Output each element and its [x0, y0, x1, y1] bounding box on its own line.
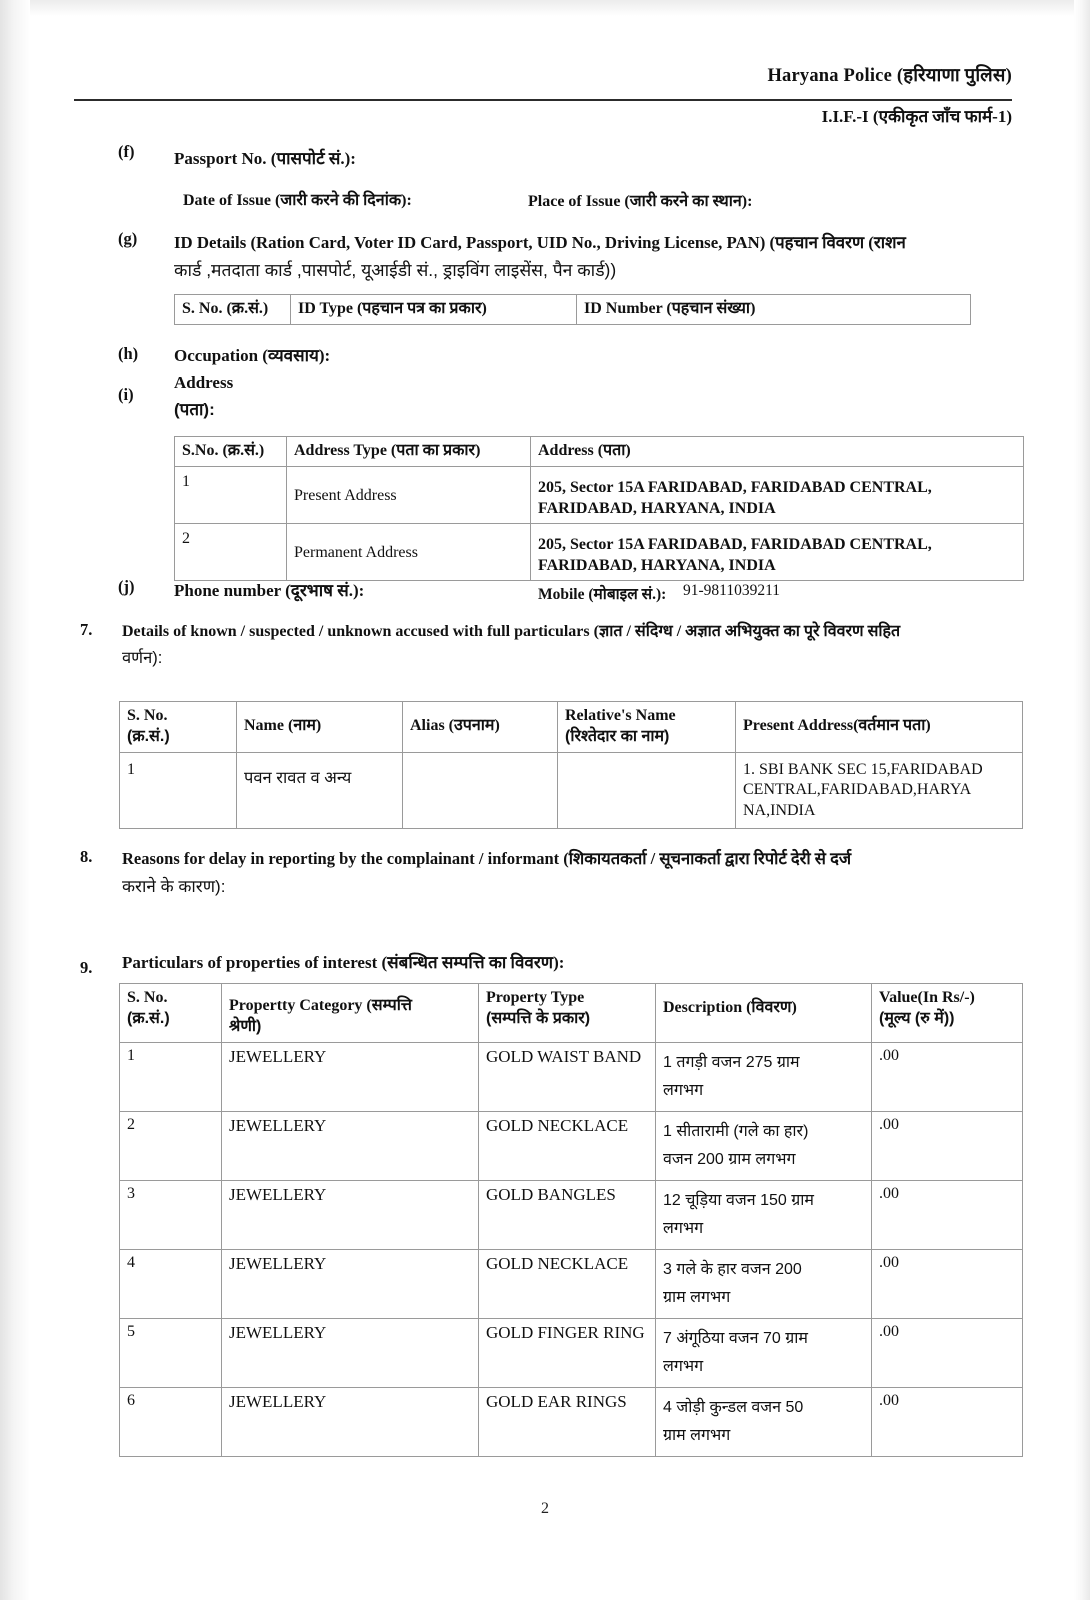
address-row-sno: 2 — [175, 524, 287, 581]
col-prop-value-line1: Value(In Rs/-) — [879, 989, 975, 1006]
prop-row-category: JEWELLERY — [222, 1249, 479, 1318]
prop-row-sno: 1 — [120, 1042, 222, 1111]
section-marker-f: (f) — [118, 142, 135, 161]
place-of-issue-label: Place of Issue (जारी करने का स्थान): — [528, 193, 753, 210]
prop-desc-line-2: लगभग — [663, 1357, 704, 1375]
prop-desc-line-2: लगभग — [663, 1081, 704, 1099]
col-prop-type — [479, 984, 656, 1043]
prop-row-sno: 2 — [120, 1111, 222, 1180]
col-prop-sno — [120, 984, 222, 1043]
table-row — [120, 1387, 1023, 1456]
prop-row-category: JEWELLERY — [222, 1387, 479, 1456]
prop-row-description — [656, 1387, 872, 1456]
col-accused-relative-line1: Relative's Name — [565, 707, 676, 724]
prop-row-type: GOLD WAIST BAND — [479, 1042, 656, 1111]
prop-row-description — [656, 1249, 872, 1318]
section-marker-j: (j) — [118, 577, 135, 596]
accused-address-line-3: NA,INDIA — [743, 802, 816, 820]
prop-desc-line-1: 1 सीतारामी (गले का हार) — [663, 1122, 809, 1140]
properties-table — [119, 983, 1023, 1457]
col-prop-category — [222, 984, 479, 1043]
address-row-sno: 1 — [175, 466, 287, 523]
address-line-1: 205, Sector 15A FARIDABAD, FARIDABAD CENTRAL, — [538, 536, 932, 554]
col-accused-present-address: Present Address(वर्तमान पता) — [736, 702, 1023, 753]
col-prop-sno-line2: (क्र.सं.) — [127, 1009, 170, 1027]
form-identifier: I.I.F.-I (एकीकृत जाँच फार्म-1) — [821, 107, 1012, 126]
id-details-label-line2: कार्ड ,मतदाता कार्ड ,पासपोर्ट, यूआईडी सं., ड्राइविंग लाइसेंस, पैन कार्ड)) — [174, 260, 617, 280]
table-header-row — [175, 295, 971, 325]
col-address-type: Address Type (पता का प्रकार) — [287, 437, 531, 467]
table-row — [120, 752, 1023, 828]
table-row — [120, 1318, 1023, 1387]
prop-desc-line-1: 1 तगड़ी वजन 275 ग्राम — [663, 1053, 800, 1071]
col-prop-sno-line1: S. No. — [127, 989, 168, 1006]
accused-address-line-1: 1. SBI BANK SEC 15,FARIDABAD — [743, 760, 983, 778]
id-details-table — [174, 294, 971, 325]
table-row — [120, 1249, 1023, 1318]
table-header-row — [120, 702, 1023, 753]
prop-row-description — [656, 1111, 872, 1180]
passport-no-label: Passport No. (पासपोर्ट सं.): — [174, 149, 356, 168]
col-prop-type-line2: (सम्पत्ति के प्रकार) — [486, 1009, 591, 1027]
prop-row-category: JEWELLERY — [222, 1318, 479, 1387]
prop-row-sno: 3 — [120, 1180, 222, 1249]
prop-row-type: GOLD NECKLACE — [479, 1111, 656, 1180]
col-accused-sno — [120, 702, 237, 753]
table-row — [120, 1111, 1023, 1180]
prop-row-value: .00 — [872, 1111, 1023, 1180]
prop-row-description — [656, 1318, 872, 1387]
table-header-row — [175, 437, 1024, 467]
section-number-8: 8. — [80, 847, 93, 866]
section-marker-h: (h) — [118, 344, 139, 363]
col-accused-name: Name (नाम) — [237, 702, 403, 753]
col-accused-sno-line2: (क्र.सं.) — [127, 727, 170, 745]
col-address-value: Address (पता) — [531, 437, 1024, 467]
col-prop-description: Description (विवरण) — [656, 984, 872, 1043]
address-row-address — [531, 466, 1024, 523]
col-id-type: ID Type (पहचान पत्र का प्रकार) — [291, 295, 577, 325]
table-row — [175, 524, 1024, 581]
prop-row-category: JEWELLERY — [222, 1042, 479, 1111]
prop-row-description — [656, 1042, 872, 1111]
accused-details-line1: Details of known / suspected / unknown accused with full particulars (ज्ञात / संदिग्ध / अज्ञात अभियुक्त का पूरे विवरण सहित — [122, 623, 901, 640]
address-row-type: Permanent Address — [287, 524, 531, 581]
prop-row-value: .00 — [872, 1042, 1023, 1111]
col-accused-relative-line2: (रिश्तेदार का नाम) — [565, 727, 670, 745]
address-line-2: FARIDABAD, HARYANA, INDIA — [538, 499, 776, 517]
accused-row-relative — [558, 752, 736, 828]
prop-row-category: JEWELLERY — [222, 1111, 479, 1180]
prop-row-type: GOLD EAR RINGS — [479, 1387, 656, 1456]
delay-reason-line2: कराने के कारण): — [122, 877, 226, 896]
section-number-9: 9. — [80, 958, 93, 977]
prop-row-value: .00 — [872, 1387, 1023, 1456]
prop-row-type: GOLD FINGER RING — [479, 1318, 656, 1387]
col-address-sno: S.No. (क्र.सं.) — [175, 437, 287, 467]
col-accused-relative — [558, 702, 736, 753]
col-prop-value — [872, 984, 1023, 1043]
accused-details-line2: वर्णन): — [122, 649, 163, 667]
prop-desc-line-1: 4 जोड़ी कुन्डल वजन 50 — [663, 1398, 804, 1416]
col-accused-alias: Alias (उपनाम) — [403, 702, 558, 753]
prop-row-sno: 5 — [120, 1318, 222, 1387]
prop-desc-line-2: वजन 200 ग्राम लगभग — [663, 1150, 796, 1168]
accused-row-address — [736, 752, 1023, 828]
prop-row-value: .00 — [872, 1180, 1023, 1249]
header-divider — [74, 99, 1012, 101]
prop-row-category: JEWELLERY — [222, 1180, 479, 1249]
table-row — [175, 466, 1024, 523]
col-prop-type-line1: Property Type — [486, 989, 585, 1006]
table-row — [120, 1042, 1023, 1111]
prop-desc-line-1: 7 अंगूठिया वजन 70 ग्राम — [663, 1329, 808, 1347]
prop-desc-line-1: 12 चूड़िया वजन 150 ग्राम — [663, 1191, 814, 1209]
address-table — [174, 436, 1024, 581]
phone-number-label: Phone number (दूरभाष सं.): — [174, 581, 365, 600]
accused-table — [119, 701, 1023, 829]
address-label-line1: Address — [174, 373, 234, 392]
prop-desc-line-1: 3 गले के हार वजन 200 — [663, 1260, 802, 1278]
id-details-label-line1: ID Details (Ration Card, Voter ID Card, Passport, UID No., Driving License, PAN) (पहचान विवरण (राशन — [174, 233, 906, 252]
mobile-label: Mobile (मोबाइल सं.): — [538, 586, 667, 603]
col-id-sno: S. No. (क्र.सं.) — [175, 295, 291, 325]
address-row-address — [531, 524, 1024, 581]
prop-desc-line-2: लगभग — [663, 1219, 704, 1237]
prop-row-type: GOLD BANGLES — [479, 1180, 656, 1249]
col-prop-category-line2: श्रेणी) — [229, 1017, 262, 1035]
section-marker-i: (i) — [118, 385, 134, 404]
prop-desc-line-2: ग्राम लगभग — [663, 1288, 731, 1306]
occupation-label: Occupation (व्यवसाय): — [174, 346, 331, 365]
delay-reason-line1: Reasons for delay in reporting by the complainant / informant (शिकायतकर्ता / सूचनाकर्ता द्वारा रिपोर्ट देरी से दर्ज — [122, 849, 852, 868]
address-line-2: FARIDABAD, HARYANA, INDIA — [538, 557, 776, 575]
prop-row-sno: 6 — [120, 1387, 222, 1456]
prop-row-value: .00 — [872, 1249, 1023, 1318]
prop-row-sno: 4 — [120, 1249, 222, 1318]
accused-row-sno: 1 — [120, 752, 237, 828]
accused-row-alias — [403, 752, 558, 828]
page-number: 2 — [541, 1500, 549, 1517]
table-row — [120, 1180, 1023, 1249]
col-id-number: ID Number (पहचान संख्या) — [577, 295, 971, 325]
table-header-row — [120, 984, 1023, 1043]
organization-title: Haryana Police (हरियाणा पुलिस) — [767, 66, 1012, 86]
accused-row-name: पवन रावत व अन्य — [237, 752, 403, 828]
accused-address-line-2: CENTRAL,FARIDABAD,HARYA — [743, 781, 972, 799]
prop-desc-line-2: ग्राम लगभग — [663, 1426, 731, 1444]
section-marker-g: (g) — [118, 229, 138, 248]
mobile-value: 91-9811039211 — [683, 582, 781, 599]
prop-row-value: .00 — [872, 1318, 1023, 1387]
col-accused-sno-line1: S. No. — [127, 707, 168, 724]
prop-row-type: GOLD NECKLACE — [479, 1249, 656, 1318]
col-prop-value-line2: (मूल्य (रु में)) — [879, 1009, 955, 1027]
address-label-line2: (पता): — [174, 400, 215, 419]
date-of-issue-label: Date of Issue (जारी करने की दिनांक): — [183, 192, 412, 209]
prop-row-description — [656, 1180, 872, 1249]
col-prop-category-line1: Propertty Category (सम्पत्ति — [229, 997, 412, 1014]
section-number-7: 7. — [80, 620, 93, 639]
address-line-1: 205, Sector 15A FARIDABAD, FARIDABAD CENTRAL, — [538, 478, 932, 496]
properties-label: Particulars of properties of interest (संबन्धित सम्पत्ति का विवरण): — [122, 953, 565, 972]
address-row-type: Present Address — [287, 466, 531, 523]
